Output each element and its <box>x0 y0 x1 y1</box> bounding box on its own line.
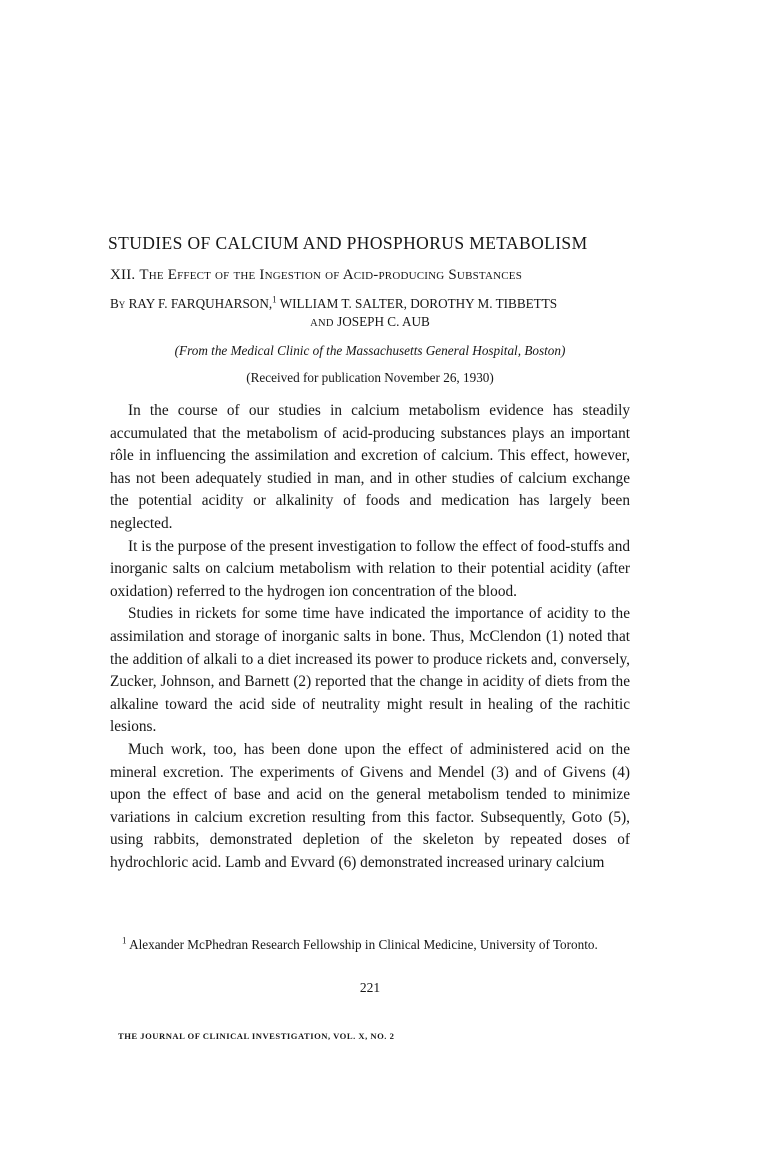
paragraph-1: In the course of our studies in calcium metabolism evidence has steadily accumulated that the metabolism of acid-producing substances plays an important rôle in influencing the assimilation and excretion of calcium. This effect, however, has not been adequately studied in man, and in other studies of calcium exchange the potential acidity or alkalinity of foods and medication has largely been neglected. <box>110 402 630 532</box>
authors-by: By <box>110 296 126 311</box>
paragraph-3: Studies in rickets for some time have indicated the importance of acidity to the assimilation and storage of inorganic salts in bone. Thus, McClendon (1) noted that the addition of alkali to a diet increased its power to produce rickets and, conversely, Zucker, Johnson, and Barnett (2) reported that the change in acidity of diets from the alkaline toward the acid side of neutrality might result in healing of the rachitic lesions. <box>110 605 630 736</box>
page-number: 221 <box>359 980 381 995</box>
paragraph-2: It is the purpose of the present investigation to follow the effect of food-stuffs and inorganic salts on calcium metabolism with relation to their potential acidity (after oxidation) referred to the hydrogen ion concentration of the blood. <box>110 537 630 600</box>
author-line-2 <box>110 314 630 330</box>
footnote <box>110 936 630 954</box>
received-date: (Received for publication November 26, 1930) <box>246 370 494 385</box>
author-line-1 <box>110 296 630 312</box>
authors-rest: WILLIAM T. SALTER, DOROTHY M. TIBBETTS <box>276 296 558 311</box>
article-subtitle <box>110 267 630 284</box>
author-aub: JOSEPH C. AUB <box>337 314 430 329</box>
footnote-text: Alexander McPhedran Research Fellowship in Clinical Medicine, University of Toronto. <box>126 937 598 952</box>
author-footnote-marker: 1 <box>272 294 277 305</box>
article-series-title: STUDIES OF CALCIUM AND PHOSPHORUS METABOLISM <box>108 233 588 253</box>
subtitle-text: The Effect of the Ingestion of Acid-producing Substances <box>139 267 523 283</box>
article-body <box>110 400 630 874</box>
affiliation: (From the Medical Clinic of the Massachusetts General Hospital, Boston) <box>174 343 566 358</box>
footnote-marker: 1 <box>122 935 127 946</box>
authors-and: AND <box>310 318 334 329</box>
paragraph-4: Much work, too, has been done upon the effect of administered acid on the mineral excretion. The experiments of Givens and Mendel (3) and of Givens (4) upon the effect of base and acid on the general metabolism tended to minimize variations in calcium excretion resulting from this factor. Subsequently, Goto (5), using rabbits, demonstrated depletion of the skeleton by repeated doses of hydrochloric acid. Lamb and Evvard (6) demonstrated increased urinary calcium <box>110 740 630 871</box>
journal-citation: THE JOURNAL OF CLINICAL INVESTIGATION, VOL. X, NO. 2 <box>118 1031 395 1041</box>
author-farquharson: RAY F. FARQUHARSON, <box>128 296 273 311</box>
subtitle-number: XII. <box>110 267 136 283</box>
